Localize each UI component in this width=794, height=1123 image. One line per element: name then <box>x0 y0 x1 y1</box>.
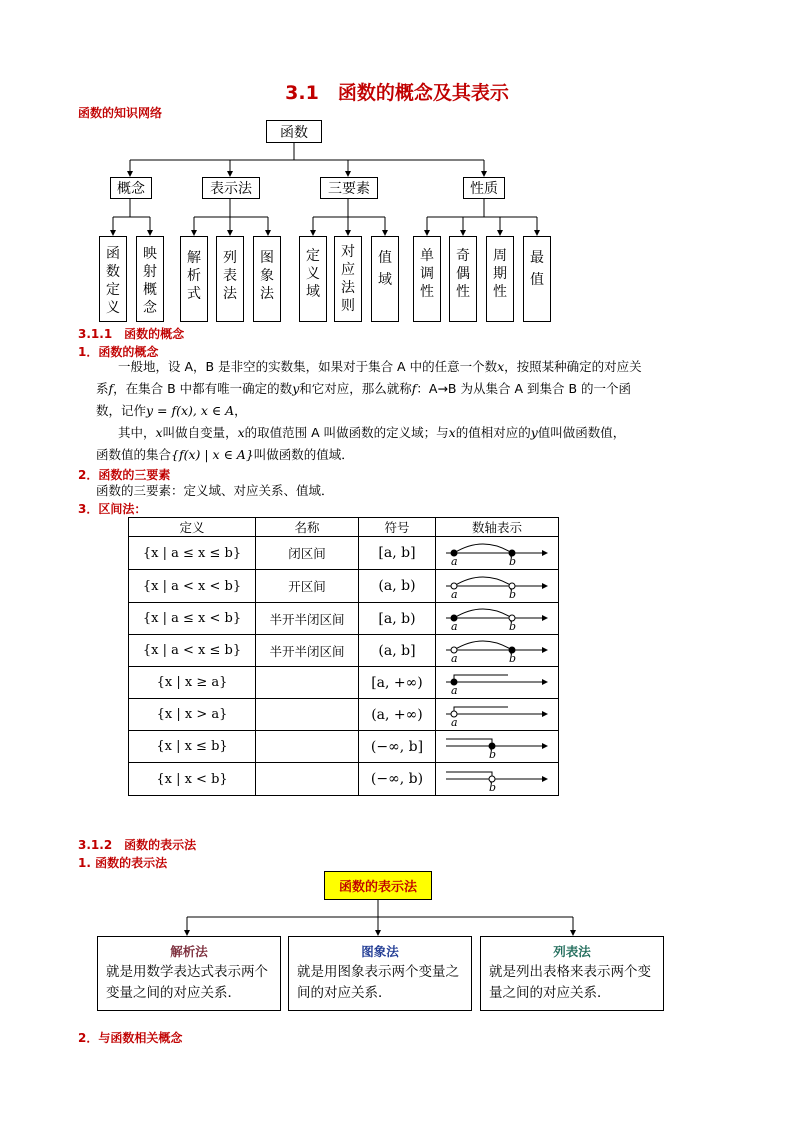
col-header: 定义 <box>129 518 256 537</box>
text: 函数值的集合 <box>96 447 172 462</box>
tree-branch-concept: 概念 <box>110 177 152 199</box>
endpoint-label-a: a <box>451 554 458 566</box>
axis-arrow <box>542 711 548 717</box>
interval-ray <box>446 772 492 779</box>
math-var: f <box>108 381 114 396</box>
tree-leaf <box>523 236 558 322</box>
interval-arc <box>454 544 512 553</box>
text: 系 <box>96 381 109 396</box>
interval-number-line <box>436 570 559 603</box>
para1-line2 <box>96 378 631 400</box>
number-line-figure <box>442 571 552 599</box>
text: ， <box>234 403 247 418</box>
math-var: x <box>237 425 245 440</box>
item2-heading: 2．函数的三要素 <box>78 468 171 482</box>
table-row <box>129 570 559 603</box>
number-line-figure <box>442 764 552 792</box>
interval-definition: {x | x ≤ b} <box>129 731 256 763</box>
interval-name <box>256 667 359 699</box>
tree-leaf <box>253 236 281 322</box>
table-row <box>129 699 559 731</box>
endpoint-label-a: a <box>451 587 458 599</box>
endpoint-label-a: a <box>451 620 458 631</box>
math-var: x <box>155 425 163 440</box>
text: 叫做函数的值域． <box>253 447 354 462</box>
tree-leaf <box>136 236 164 322</box>
col-header: 名称 <box>256 518 359 537</box>
interval-name <box>256 731 359 763</box>
interval-name: 半开半闭区间 <box>256 603 359 635</box>
text: 数，记作 <box>96 403 147 418</box>
tree-branch-three-elements: 三要素 <box>320 177 378 199</box>
interval-arc <box>454 641 512 650</box>
tree-leaf <box>486 236 514 322</box>
para2-line2 <box>96 444 354 466</box>
tree-branch-properties: 性质 <box>463 177 505 199</box>
text: ：A→B 为从集合 A 到集合 B 的一个函 <box>416 381 632 396</box>
number-line-figure <box>442 699 552 727</box>
interval-definition: {x | a < x ≤ b} <box>129 635 256 667</box>
math-formula: y = f(x), x ∈ A <box>146 403 235 418</box>
endpoint-label-a: a <box>451 716 458 727</box>
tree-leaf <box>334 236 362 322</box>
table-row <box>129 763 559 796</box>
method-title: 解析法 <box>170 944 208 959</box>
interval-name: 半开半闭区间 <box>256 635 359 667</box>
axis-arrow <box>542 615 548 621</box>
interval-definition: {x | a ≤ x ≤ b} <box>129 537 256 570</box>
s312-item2-heading: 2．与函数相关概念 <box>78 1031 183 1045</box>
tree-root: 函数 <box>266 120 322 143</box>
interval-name <box>256 699 359 731</box>
method-desc: 就是用数学表达式表示两个变量之间的对应关系． <box>106 964 268 1001</box>
text: 一般地，设 A，B 是非空的实数集，如果对于集合 A 中的任意一个数 <box>118 359 498 374</box>
interval-number-line <box>436 699 559 731</box>
math-var: x <box>497 359 505 374</box>
para1-line1 <box>118 356 642 378</box>
table-row <box>129 667 559 699</box>
interval-number-line <box>436 635 559 667</box>
method-desc: 就是列出表格来表示两个变量之间的对应关系． <box>489 964 651 1001</box>
text: 值叫做函数值， <box>537 425 626 440</box>
axis-arrow <box>542 583 548 589</box>
number-line-figure <box>442 603 552 631</box>
text: 叫做自变量， <box>162 425 238 440</box>
tree-leaf-label: 对应法则 <box>341 244 355 314</box>
interval-symbol: [a, +∞) <box>359 667 436 699</box>
section-311-heading: 3.1.1 函数的概念 <box>78 327 185 341</box>
interval-symbol: (−∞, b] <box>359 731 436 763</box>
math-var: f <box>411 381 417 396</box>
tree-leaf-label: 最 值 <box>530 250 558 288</box>
interval-symbol: (−∞, b) <box>359 763 436 796</box>
interval-ray <box>446 739 492 746</box>
text: ，按照某种确定的对应关 <box>504 359 642 374</box>
text: 其中， <box>118 425 156 440</box>
tree-leaf-label: 列表法 <box>223 250 237 302</box>
section-312-heading: 3.1.2 函数的表示法 <box>78 838 197 852</box>
interval-definition: {x | x ≥ a} <box>129 667 256 699</box>
endpoint-label-b: b <box>509 652 517 663</box>
interval-name <box>256 763 359 796</box>
method-box-analytic <box>97 936 281 1011</box>
tree-leaf <box>299 236 327 322</box>
interval-symbol: (a, b) <box>359 570 436 603</box>
tree-leaf-label: 定义域 <box>306 248 320 300</box>
endpoint-label-a: a <box>451 684 458 695</box>
table-row <box>129 731 559 763</box>
tree-leaf-label: 奇偶性 <box>456 248 470 300</box>
interval-definition: {x | x < b} <box>129 763 256 796</box>
tree-leaf-label: 图象法 <box>260 250 274 302</box>
tree-leaf <box>180 236 208 322</box>
math-var: x <box>448 425 456 440</box>
interval-number-line <box>436 763 559 796</box>
tree-leaf-label: 单调性 <box>420 248 434 300</box>
tree-leaf <box>371 236 406 322</box>
s312-item1-heading: 1. 函数的表示法 <box>78 856 168 870</box>
tree-leaf-label: 函数定义 <box>106 246 120 316</box>
endpoint-label-b: b <box>489 780 497 792</box>
para1-line3 <box>96 400 247 422</box>
number-line-figure <box>442 667 552 695</box>
text: 的取值范围 A 叫做函数的定义域；与 <box>244 425 449 440</box>
interval-symbol: (a, +∞) <box>359 699 436 731</box>
interval-ray <box>454 707 508 714</box>
method-title: 列表法 <box>553 944 591 959</box>
interval-symbol: [a, b) <box>359 603 436 635</box>
endpoint-label-b: b <box>489 748 497 759</box>
interval-definition: {x | x > a} <box>129 699 256 731</box>
representation-center-box: 函数的表示法 <box>324 871 432 900</box>
section-network-heading: 函数的知识网络 <box>78 106 163 120</box>
endpoint-label-a: a <box>451 652 458 663</box>
tree-leaf <box>99 236 127 322</box>
interval-number-line <box>436 603 559 635</box>
table-row <box>129 537 559 570</box>
axis-arrow <box>542 550 548 556</box>
math-formula: {f(x) | x ∈ A} <box>171 447 254 462</box>
tree-leaf <box>413 236 441 322</box>
tree-leaf-label: 解析式 <box>187 250 201 302</box>
method-desc: 就是用图象表示两个变量之间的对应关系． <box>297 964 459 1001</box>
item2-text: 函数的三要素：定义域、对应关系、值域． <box>96 483 334 498</box>
number-line-figure <box>442 635 552 663</box>
interval-symbol: [a, b] <box>359 537 436 570</box>
method-box-graph <box>288 936 472 1011</box>
text: 和它对应，那么就称 <box>299 381 412 396</box>
item3-heading: 3．区间法： <box>78 502 147 516</box>
number-line-figure <box>442 731 552 759</box>
interval-definition: {x | a < x < b} <box>129 570 256 603</box>
endpoint-label-b: b <box>509 587 517 599</box>
table-row <box>129 635 559 667</box>
tree-leaf <box>449 236 477 322</box>
interval-number-line <box>436 667 559 699</box>
interval-definition: {x | a ≤ x < b} <box>129 603 256 635</box>
page-title: 3.1 函数的概念及其表示 <box>285 82 509 104</box>
math-var: y <box>292 381 300 396</box>
endpoint-label-b: b <box>509 620 517 631</box>
col-header: 数轴表示 <box>436 518 559 537</box>
tree-leaf-label: 映射概念 <box>143 246 157 316</box>
interval-symbol: (a, b] <box>359 635 436 667</box>
text: 的值相对应的 <box>455 425 531 440</box>
item1-heading: 1．函数的概念 <box>78 345 159 359</box>
endpoint-label-b: b <box>509 554 517 566</box>
axis-arrow <box>542 743 548 749</box>
number-line-figure <box>442 538 552 566</box>
tree-leaf <box>216 236 244 322</box>
interval-number-line <box>436 537 559 570</box>
table-row <box>129 603 559 635</box>
interval-name: 闭区间 <box>256 537 359 570</box>
tree-branch-representation: 表示法 <box>202 177 260 199</box>
interval-number-line <box>436 731 559 763</box>
col-header: 符号 <box>359 518 436 537</box>
interval-name: 开区间 <box>256 570 359 603</box>
axis-arrow <box>542 776 548 782</box>
method-box-table <box>480 936 664 1011</box>
interval-table <box>128 517 559 796</box>
para2-line1 <box>118 422 625 444</box>
interval-ray <box>454 675 508 682</box>
text: ，在集合 B 中都有唯一确定的数 <box>113 381 293 396</box>
interval-arc <box>454 577 512 586</box>
tree-leaf-label: 值 域 <box>378 250 406 288</box>
math-var: y <box>530 425 538 440</box>
table-header-row <box>129 518 559 537</box>
tree-leaf-label: 周期性 <box>493 248 507 300</box>
axis-arrow <box>542 647 548 653</box>
interval-arc <box>454 609 512 618</box>
axis-arrow <box>542 679 548 685</box>
method-title: 图象法 <box>361 944 399 959</box>
